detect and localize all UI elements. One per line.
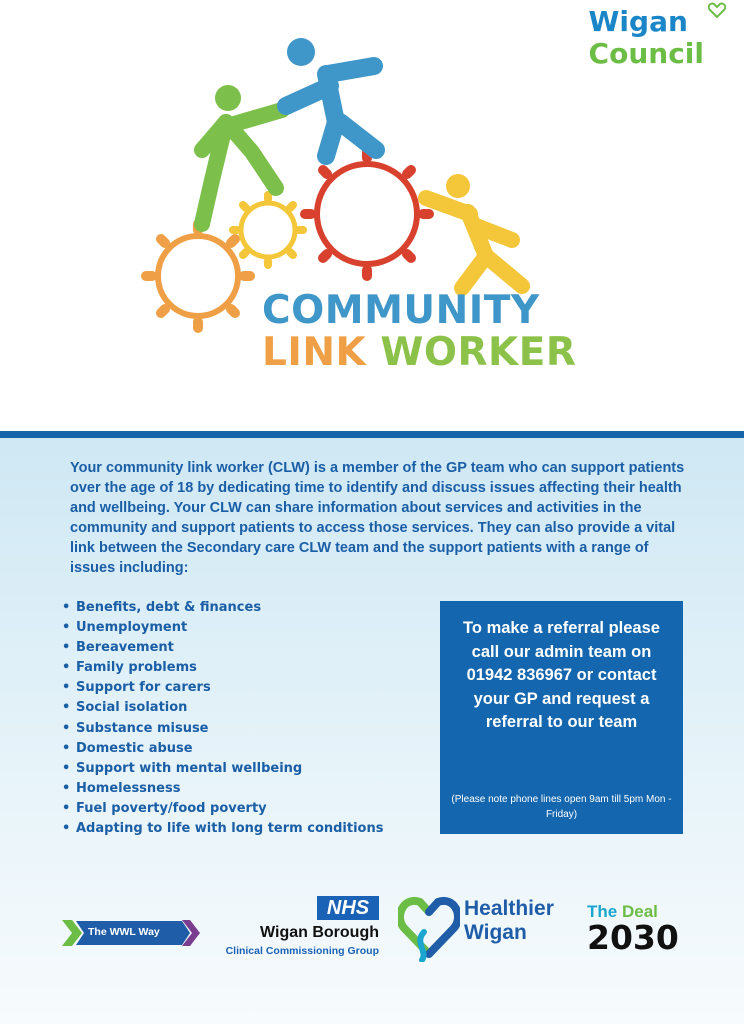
title-community: COMMUNITY xyxy=(262,288,540,333)
healthier-line2: Wigan xyxy=(464,921,527,944)
healthier-wigan-heart-icon xyxy=(398,892,460,962)
deal-year: 2030 xyxy=(587,918,679,957)
title-worker: WORKER xyxy=(380,330,577,375)
wigan-council-logo xyxy=(589,6,704,70)
list-item: • Unemployment xyxy=(76,618,383,638)
list-item: • Adapting to life with long term conditions xyxy=(76,819,383,839)
red-gear-icon xyxy=(305,152,429,276)
yellow-gear-icon xyxy=(233,195,303,265)
ccg-subtitle: Clinical Commissioning Group xyxy=(225,945,379,957)
list-item: • Domestic abuse xyxy=(76,739,383,759)
list-item: • Substance misuse xyxy=(76,719,383,739)
orange-gear-icon xyxy=(146,224,250,328)
list-item: • Benefits, debt & finances xyxy=(76,598,383,618)
list-item: • Support for carers xyxy=(76,678,383,698)
list-item: • Fuel poverty/food poverty xyxy=(76,799,383,819)
referral-box xyxy=(440,601,683,834)
partner-logos xyxy=(0,880,744,990)
council-logo-line1: Wigan xyxy=(588,5,688,38)
heart-icon xyxy=(708,2,726,18)
council-logo-line2: Council xyxy=(588,37,704,70)
deal-the: The xyxy=(587,902,618,921)
title-link: LINK xyxy=(262,330,367,375)
ccg-name: Wigan Borough xyxy=(260,924,379,941)
hero-section xyxy=(0,0,744,432)
list-item: • Family problems xyxy=(76,658,383,678)
phone-hours-note: (Please note phone lines open 9am till 5pm Mon - Friday) xyxy=(451,794,672,820)
the-deal-2030-logo xyxy=(587,902,679,956)
healthier-line1: Healthier xyxy=(464,897,554,920)
title-link-worker xyxy=(262,330,576,375)
section-divider xyxy=(0,431,744,438)
deal-deal: Deal xyxy=(621,902,658,921)
nhs-logo: NHS xyxy=(317,896,379,920)
list-item: • Bereavement xyxy=(76,638,383,658)
list-item: • Support with mental wellbeing xyxy=(76,759,383,779)
list-item: • Homelessness xyxy=(76,779,383,799)
blue-figure-icon xyxy=(286,38,376,156)
intro-paragraph: Your community link worker (CLW) is a member of the GP team who can support patients over the age of 18 by dedicating time to identify and discuss issues affecting their health and wellbeing. Your CLW can share information about services and activities in the community and support patients to access those services. They can also provide a vital link between the Secondary care CLW team and the support patients with a range of issues including: xyxy=(70,460,685,576)
list-item: • Social isolation xyxy=(76,698,383,718)
wwl-way-label: The WWL Way xyxy=(88,926,160,938)
issues-list xyxy=(60,598,383,839)
yellow-figure-icon xyxy=(426,174,522,288)
referral-text: To make a referral please call our admin team on 01942 836967 or contact your GP and request a referral to our team xyxy=(463,619,660,731)
healthier-wigan-logo xyxy=(464,897,554,945)
